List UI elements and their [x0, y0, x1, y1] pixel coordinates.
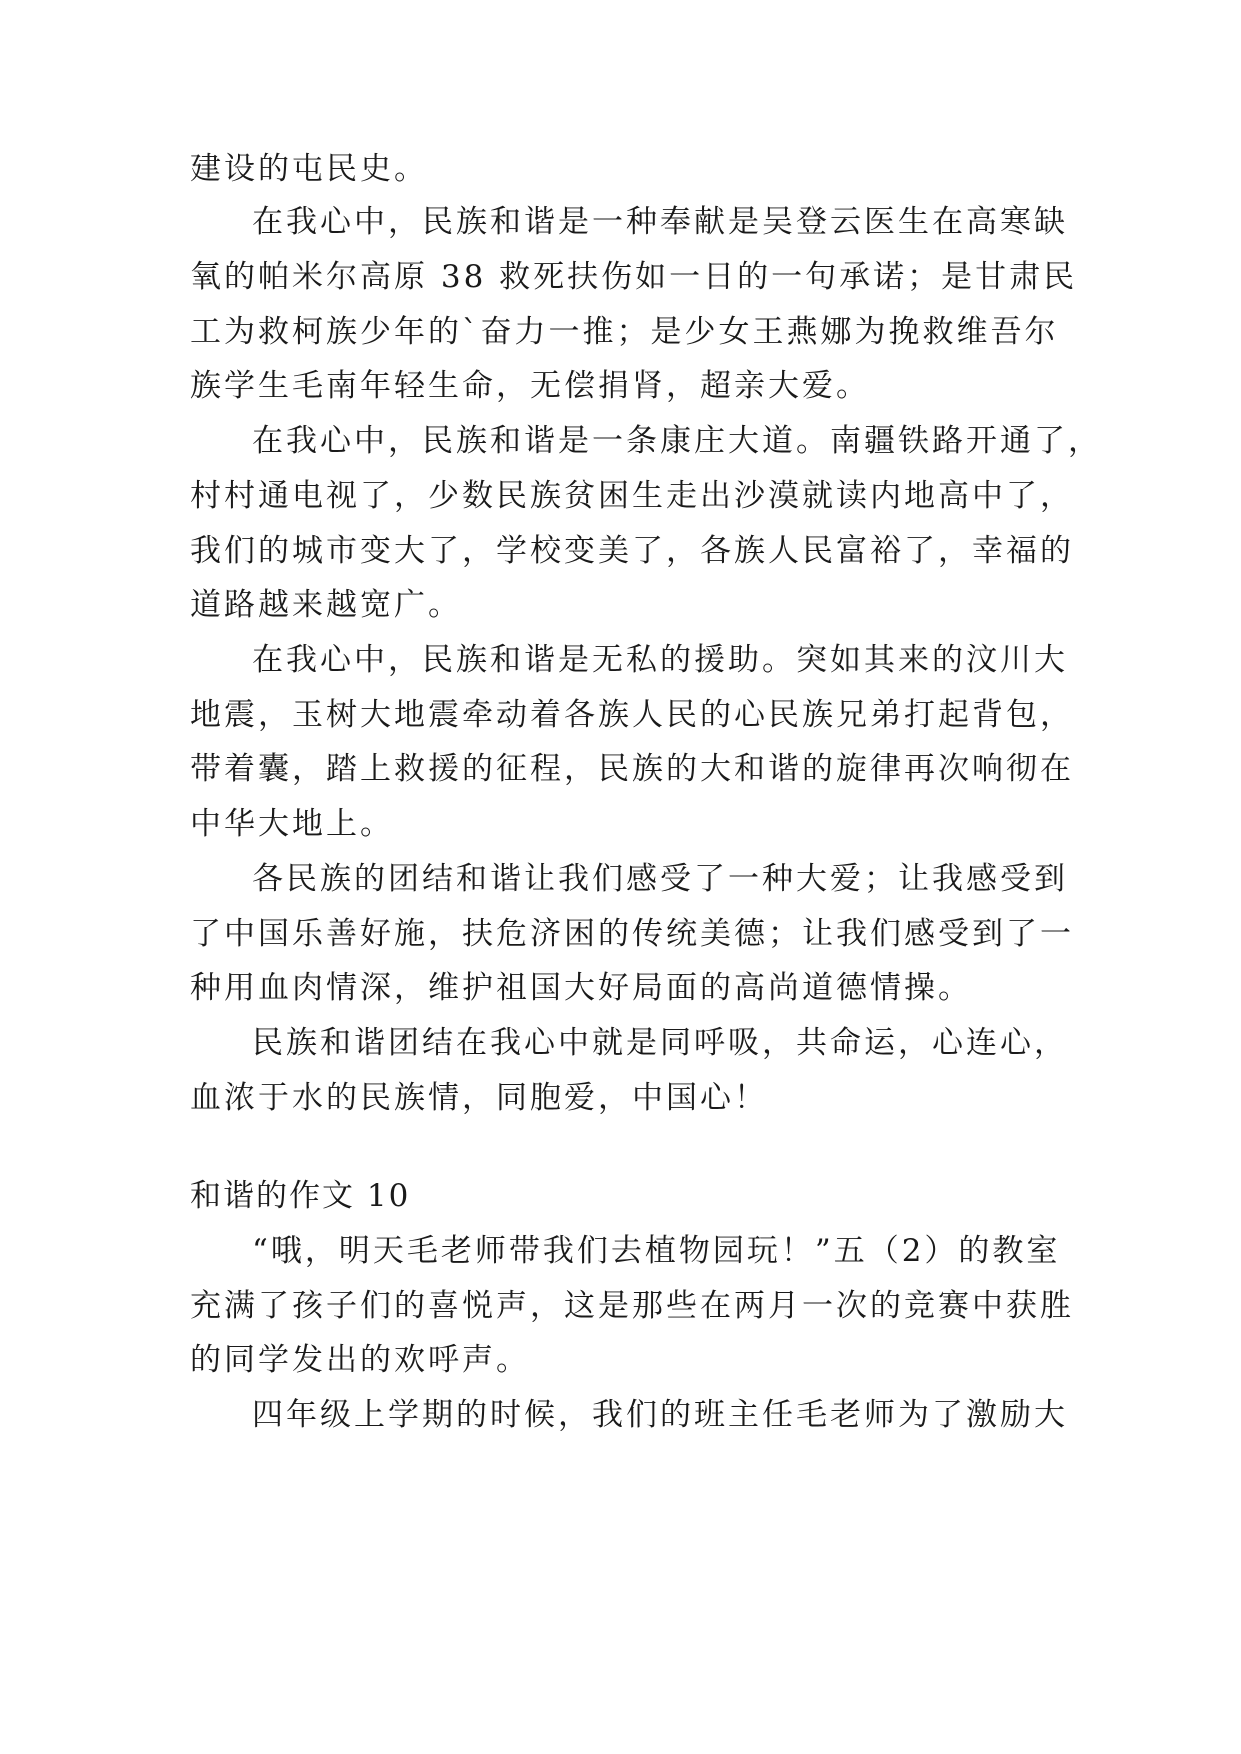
text-line: 地震，玉树大地震牵动着各族人民的心民族兄弟打起背包，	[190, 697, 1074, 733]
text-line: 氧的帕米尔高原 38 救死扶伤如一日的一句承诺；是甘肃民	[190, 259, 1078, 295]
text-line: 的同学发出的欢呼声。	[190, 1342, 530, 1378]
paragraph-first-line: 在我心中，民族和谐是无私的援助。突如其来的汶川大	[252, 642, 1068, 678]
text-line: 我们的城市变大了，学校变美了，各族人民富裕了，幸福的	[190, 533, 1074, 569]
text-line: 中华大地上。	[190, 806, 394, 842]
text-line: 道路越来越宽广。	[190, 587, 462, 623]
section-heading: 和谐的作文 10	[190, 1178, 411, 1214]
text-line: 族学生毛南年轻生命，无偿捐肾，超亲大爱。	[190, 368, 870, 404]
paragraph-first-line: 在我心中，民族和谐是一种奉献是吴登云医生在高寒缺	[252, 204, 1068, 240]
text-line: 工为救柯族少年的`奋力一推；是少女王燕娜为挽救维吾尔	[190, 314, 1059, 350]
text-line: 血浓于水的民族情，同胞爱，中国心！	[190, 1080, 768, 1116]
text-line: 建设的屯民史。	[190, 151, 428, 187]
paragraph-first-line: 民族和谐团结在我心中就是同呼吸，共命运，心连心，	[252, 1025, 1068, 1061]
text-line: 村村通电视了，少数民族贫困生走出沙漠就读内地高中了，	[190, 478, 1074, 514]
text-line: 充满了孩子们的喜悦声，这是那些在两月一次的竞赛中获胜	[190, 1288, 1074, 1324]
paragraph-first-line: 各民族的团结和谐让我们感受了一种大爱；让我感受到	[252, 861, 1068, 897]
text-line: 带着囊，踏上救援的征程，民族的大和谐的旋律再次响彻在	[190, 751, 1074, 787]
paragraph-first-line: 四年级上学期的时候，我们的班主任毛老师为了激励大	[252, 1397, 1068, 1433]
text-line: 种用血肉情深，维护祖国大好局面的高尚道德情操。	[190, 970, 972, 1006]
text-line: 了中国乐善好施，扶危济困的传统美德；让我们感受到了一	[190, 916, 1074, 952]
paragraph-first-line: 在我心中，民族和谐是一条康庄大道。南疆铁路开通了，	[252, 423, 1102, 459]
paragraph-first-line: “哦，明天毛老师带我们去植物园玩！”五（2）的教室	[252, 1233, 1061, 1269]
